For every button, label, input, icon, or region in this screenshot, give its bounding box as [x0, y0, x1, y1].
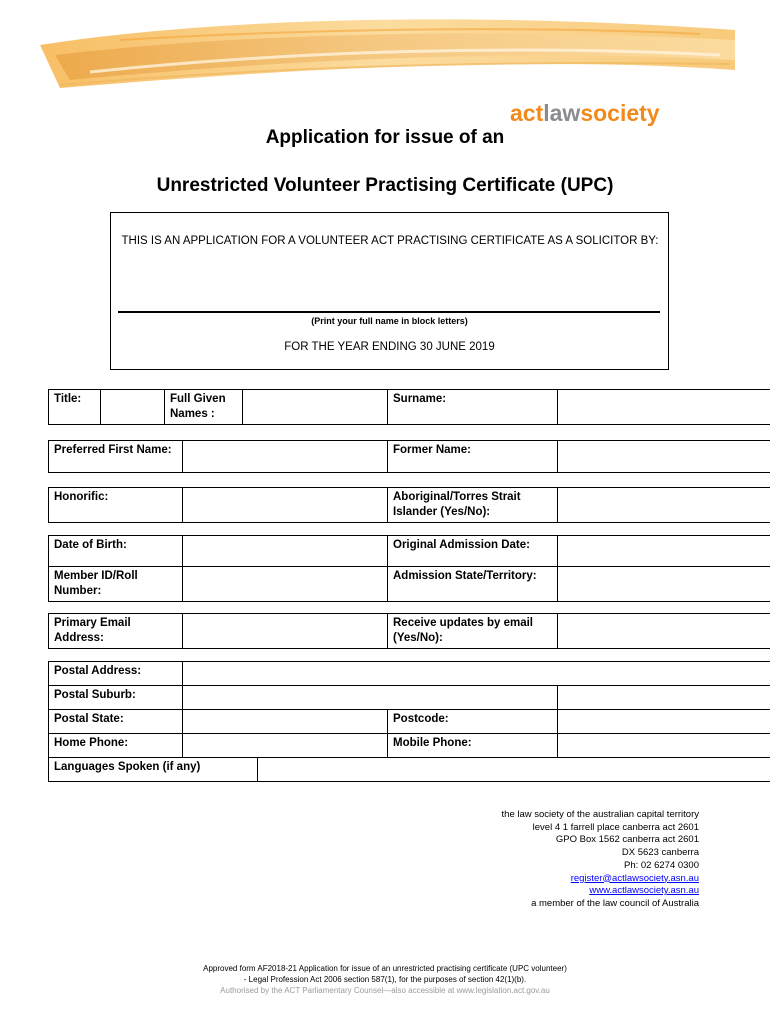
- logo-part-law: law: [543, 100, 581, 126]
- full-given-names-input[interactable]: [243, 390, 388, 425]
- year-ending-text: FOR THE YEAR ENDING 30 JUNE 2019: [284, 341, 495, 353]
- contact-address-block: [502, 809, 699, 911]
- footer-line1: Approved form AF2018-21 Application for issue of an unrestricted practising certificate (UPC volunteer): [203, 964, 567, 973]
- postcode-input[interactable]: [558, 710, 770, 734]
- preferred-first-name-input[interactable]: [183, 441, 388, 473]
- postal-state-input[interactable]: [183, 710, 388, 734]
- contact-line-society: the law society of the australian capital territory: [501, 809, 699, 820]
- postal-state-label: Postal State:: [49, 710, 183, 734]
- footer-line3: Authorised by the ACT Parliamentary Counsel—also accessible at www.legislation.act.gov.au: [220, 986, 550, 995]
- postal-table: [48, 661, 770, 758]
- postal-suburb-label: Postal Suburb:: [49, 686, 183, 710]
- honorific-label: Honorific:: [49, 488, 183, 523]
- contact-line-gpo: GPO Box 1562 canberra act 2601: [555, 834, 699, 846]
- aboriginal-input[interactable]: [558, 488, 770, 523]
- dob-member-table: [48, 535, 770, 602]
- contact-website-link[interactable]: www.actlawsociety.asn.au: [589, 885, 699, 897]
- footer-line2: - Legal Profession Act 2006 section 587(1), for the purposes of section 42(1)(b).: [243, 975, 527, 984]
- home-phone-label: Home Phone:: [49, 734, 183, 758]
- postal-address-input[interactable]: [183, 662, 770, 686]
- aboriginal-label: Aboriginal/Torres Strait Islander (Yes/No):: [388, 488, 558, 523]
- full-given-names-label: Full Given Names :: [165, 390, 243, 425]
- former-name-input[interactable]: [558, 441, 770, 473]
- receive-updates-label: Receive updates by email (Yes/No):: [388, 614, 558, 649]
- honorific-input[interactable]: [183, 488, 388, 523]
- contact-line-dx: DX 5623 canberra: [621, 847, 699, 859]
- surname-label: Surname:: [388, 390, 558, 425]
- primary-email-input[interactable]: [183, 614, 388, 649]
- title-label: Title:: [49, 390, 101, 425]
- contact-line-phone: Ph: 02 6274 0300: [623, 859, 699, 871]
- languages-label: Languages Spoken (if any): [49, 758, 258, 782]
- full-name-hint: (Print your full name in block letters): [311, 316, 468, 326]
- honorific-table: [48, 487, 770, 523]
- languages-input[interactable]: [258, 758, 770, 782]
- primary-email-label: Primary Email Address:: [49, 614, 183, 649]
- member-id-input[interactable]: [183, 567, 388, 602]
- date-of-birth-label: Date of Birth:: [49, 536, 183, 567]
- contact-line-member: a member of the law council of Australia: [531, 897, 699, 909]
- actlawsociety-logo: [510, 100, 660, 127]
- original-admission-date-input[interactable]: [558, 536, 770, 567]
- former-name-label: Former Name:: [388, 441, 558, 473]
- names-table: [48, 389, 770, 425]
- admission-state-input[interactable]: [558, 567, 770, 602]
- contact-line-street: level 4 1 farrell place canberra act 2601: [532, 821, 699, 833]
- admission-state-label: Admission State/Territory:: [388, 567, 558, 602]
- postcode-label: Postcode:: [388, 710, 558, 734]
- languages-table: [48, 757, 770, 782]
- mobile-phone-label: Mobile Phone:: [388, 734, 558, 758]
- footer-approval-notice: [0, 963, 770, 996]
- postal-address-label: Postal Address:: [49, 662, 183, 686]
- original-admission-date-label: Original Admission Date:: [388, 536, 558, 567]
- postal-suburb-extra-cell: [558, 686, 770, 710]
- postal-suburb-input[interactable]: [183, 686, 558, 710]
- logo-part-act: act: [510, 100, 544, 126]
- form-title-line2: Unrestricted Volunteer Practising Certificate (UPC): [156, 175, 614, 196]
- mobile-phone-input[interactable]: [558, 734, 770, 758]
- logo-part-society: society: [580, 100, 660, 126]
- date-of-birth-input[interactable]: [183, 536, 388, 567]
- surname-input[interactable]: [558, 390, 770, 425]
- preferred-name-table: [48, 440, 770, 473]
- title-input[interactable]: [101, 390, 165, 425]
- receive-updates-input[interactable]: [558, 614, 770, 649]
- full-name-input-line[interactable]: [118, 311, 660, 313]
- header-banner-graphic: [0, 0, 770, 110]
- member-id-label: Member ID/Roll Number:: [49, 567, 183, 602]
- home-phone-input[interactable]: [183, 734, 388, 758]
- preferred-first-name-label: Preferred First Name:: [49, 441, 183, 473]
- declaration-statement: THIS IS AN APPLICATION FOR A VOLUNTEER ACT PRACTISING CERTIFICATE AS A SOLICITOR BY:: [121, 235, 659, 247]
- email-table: [48, 613, 770, 649]
- contact-email-link[interactable]: register@actlawsociety.asn.au: [570, 872, 699, 884]
- form-title-line1: Application for issue of an: [265, 127, 505, 148]
